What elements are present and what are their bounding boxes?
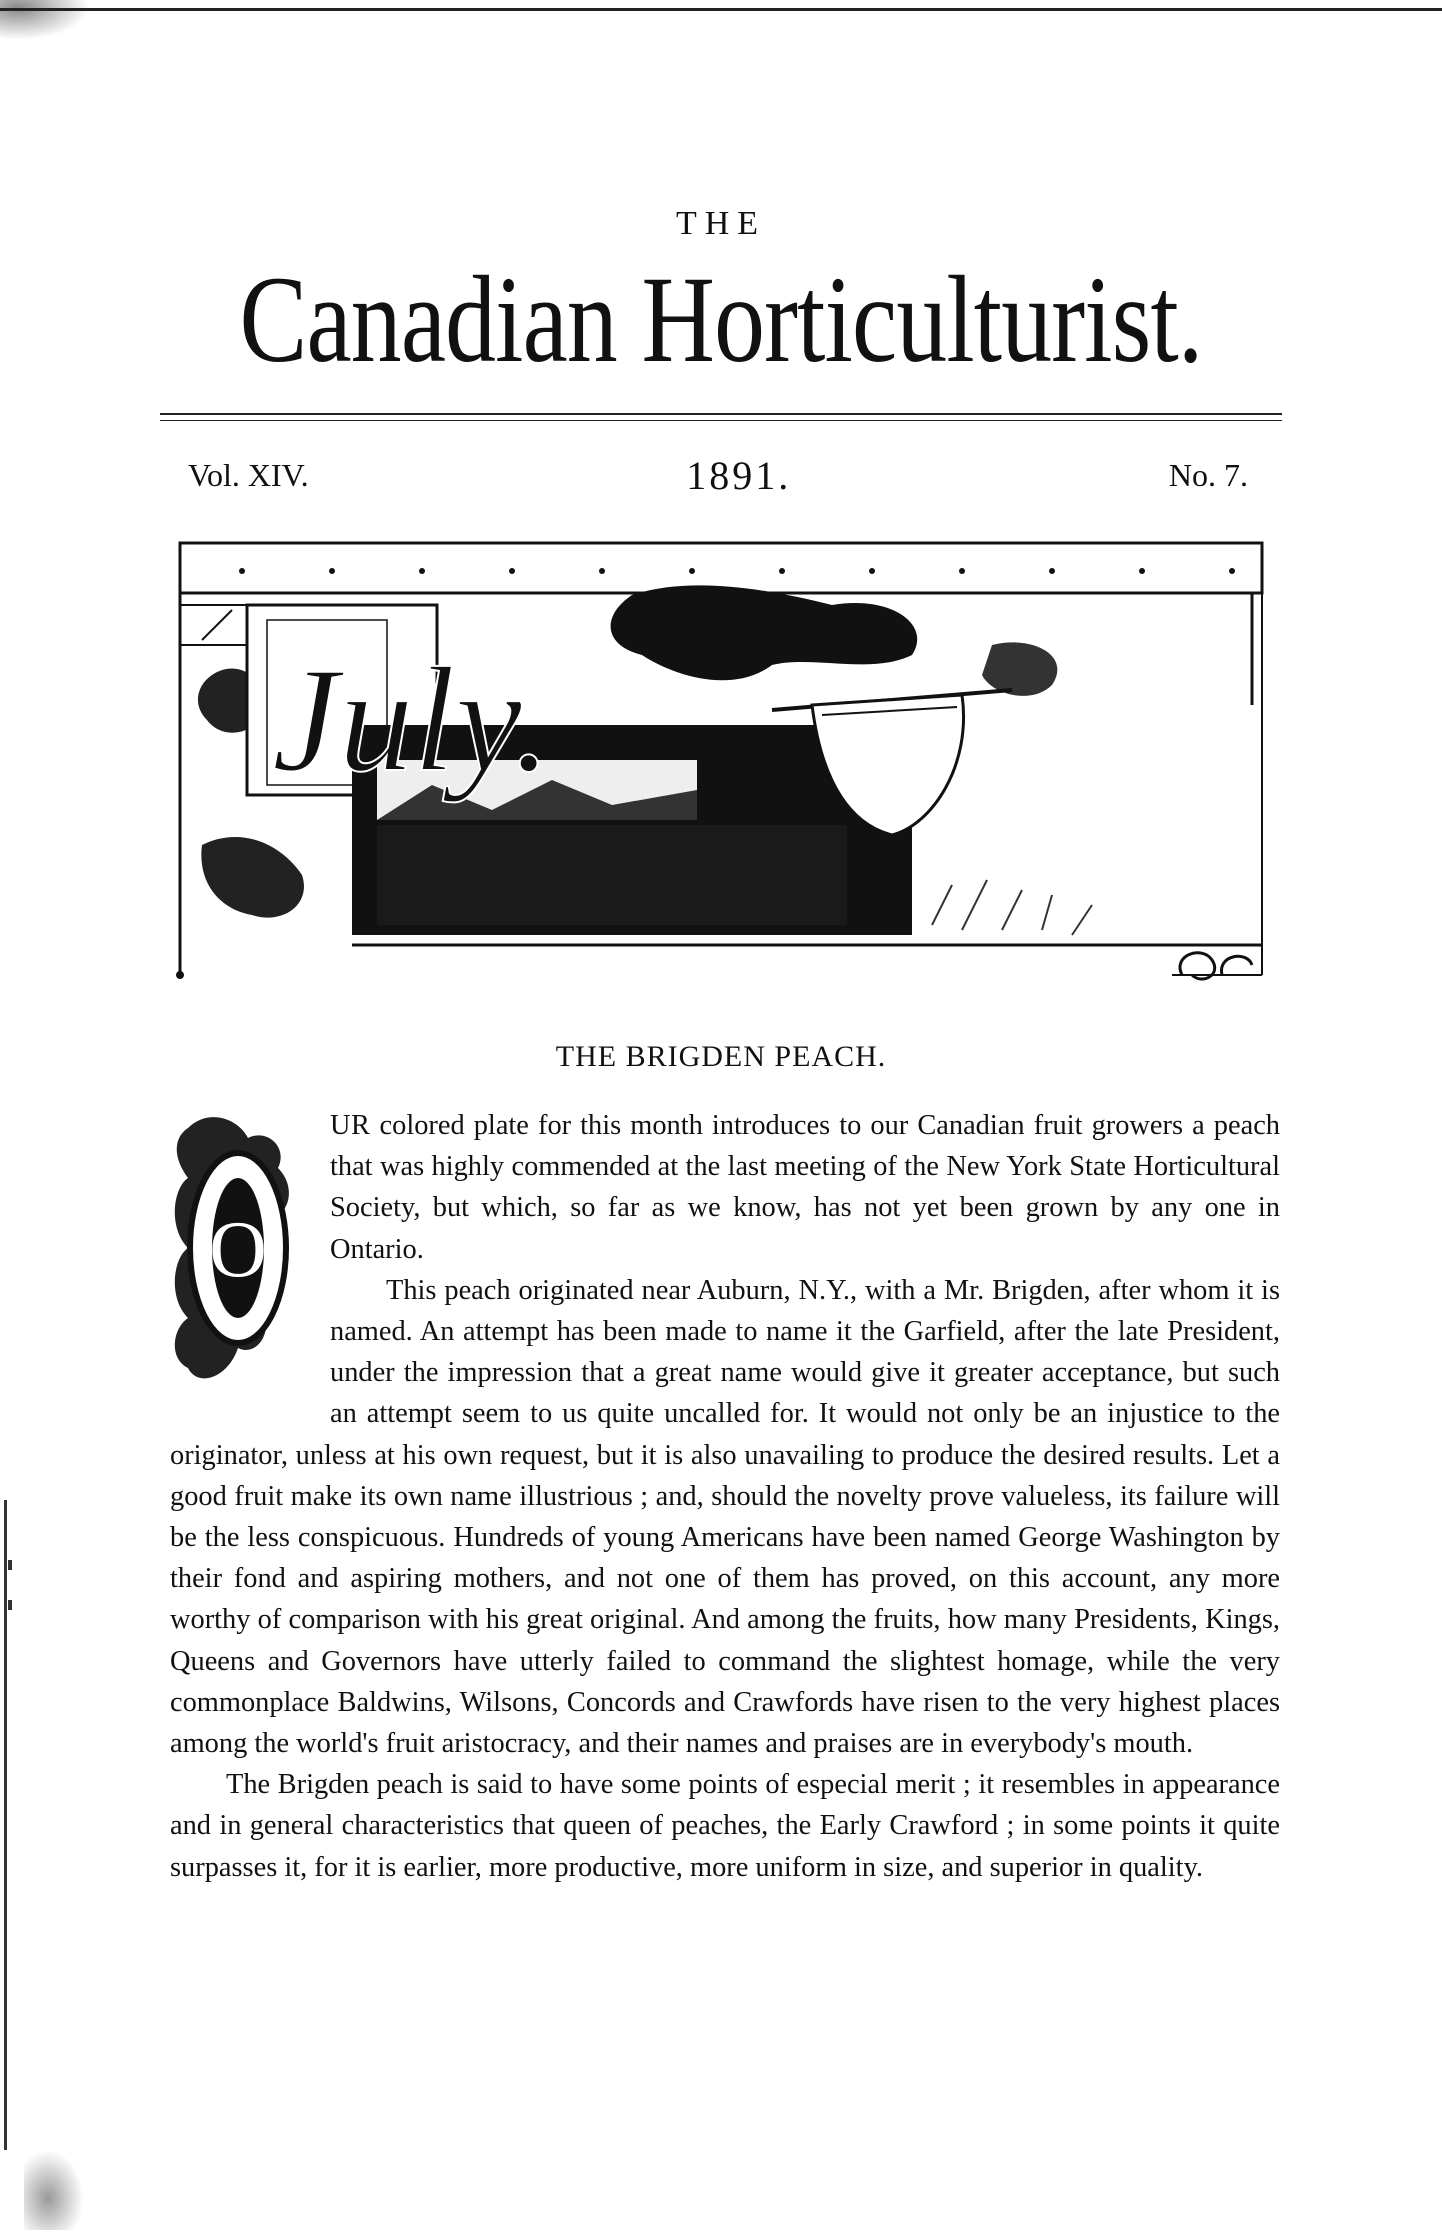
issue-line xyxy=(188,450,1248,500)
month-lettering: July. xyxy=(272,637,552,803)
masthead-rule-bottom xyxy=(160,420,1282,421)
issue-year: 1891. xyxy=(686,452,792,498)
scan-smudge-bottom xyxy=(24,2150,84,2230)
edge-mark xyxy=(8,1600,12,1610)
page-left-edge xyxy=(4,1500,7,2150)
masthead-rule-top xyxy=(160,413,1282,415)
article-body xyxy=(170,1105,1280,1888)
edge-mark xyxy=(8,1560,12,1570)
masthead-title: Canadian Horticulturist. xyxy=(239,251,1203,388)
scan-smudge xyxy=(0,0,90,40)
issue-number: No. 7. xyxy=(1168,456,1248,493)
paragraph-lead: UR xyxy=(330,1110,371,1141)
top-edge-rule xyxy=(0,8,1442,11)
article-paragraph: The Brigden peach is said to have some points of especial merit ; it resembles in appearance and in general characteristics that queen of peaches, the Early Crawford ; in some points it quite surpasses it, for it is earlier, more productive, more uniform in size, and superior in quality. xyxy=(170,1769,1280,1883)
volume-label: Vol. XIV. xyxy=(188,456,309,493)
article-paragraph xyxy=(170,1105,1280,1270)
month-banner-illustration xyxy=(172,535,1270,995)
drop-cap-space xyxy=(170,1105,330,1395)
article-title: THE BRIGDEN PEACH. xyxy=(555,1040,887,1073)
drop-cap-letter: O xyxy=(209,1206,267,1294)
paragraph-text: colored plate for this month introduces to our Canadian fruit growers a peach that was highly commended at the last meeting of the New York State Horticultural Society, but which, so far as we know, has not yet been grown by any one in Ontario. xyxy=(330,1110,1280,1265)
article-paragraph: This peach originated near Auburn, N.Y., with a Mr. Brigden, after whom it is named. An attempt has been made to name it the Garfield, after the late President, under the impression that a great name would give it greater acceptance, but such an attempt seem to us quite uncalled for. It would not only be an injustice to the originator, unless at his own request, but it is also unavailing to produce the desired results. Let a good fruit make its own name illustrious ; and, should the novelty prove valueless, its failure will be the less conspicuous. Hundreds of young Americans have been named George Washington by their fond and aspiring mothers, and not one of them has proved, on this account, any more worthy of comparison with his great original. And among the fruits, how many Presidents, Kings, Queens and Governors have utterly failed to command the slightest homage, while the very commonplace Baldwins, Wilsons, Concords and Crawfords have risen to the very highest places among the world's fruit aristocracy, and their names and praises are in everybody's mouth. xyxy=(170,1274,1280,1760)
masthead-article: THE xyxy=(675,205,767,242)
